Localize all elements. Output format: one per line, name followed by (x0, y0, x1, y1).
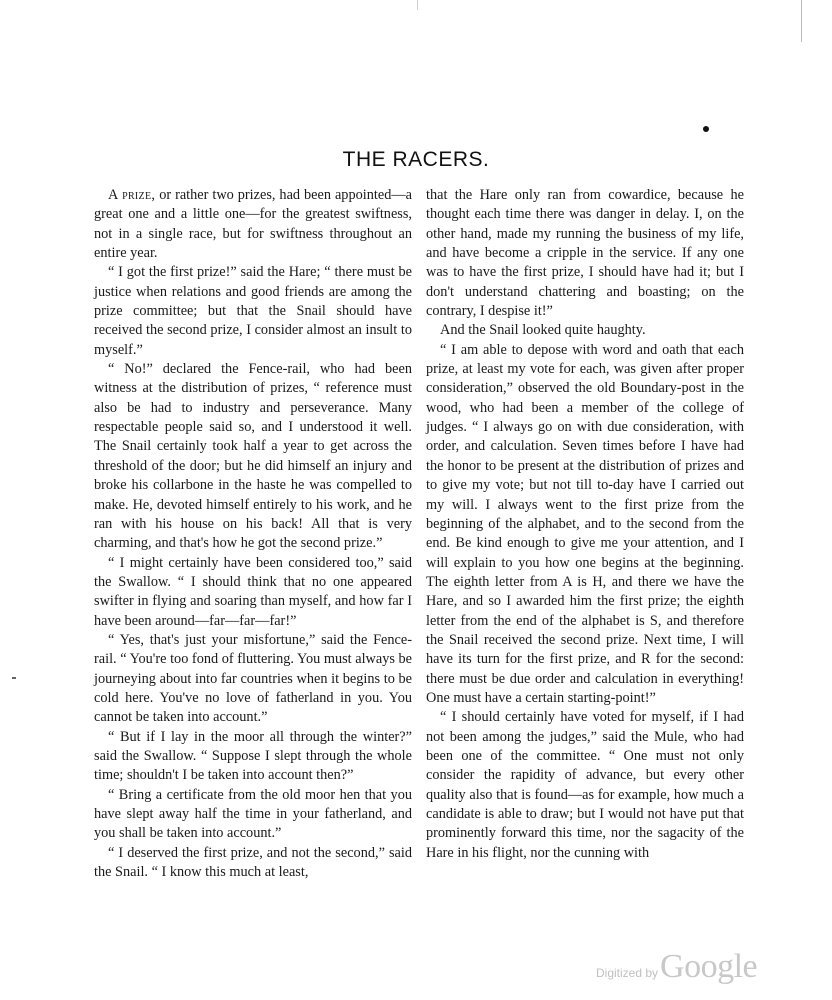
google-logo: Google (660, 948, 758, 985)
paragraph: A prize, or rather two prizes, had been appointed—a great one and a little one—for the greatest swiftness, not in a single race, but for swiftness throughout an entire year. (94, 187, 412, 262)
page-title: THE RACERS. (342, 148, 490, 171)
digitized-watermark (596, 948, 757, 992)
paragraph: “ Bring a certificate from the old moor hen that you have slept away half the time in your fatherland, and you shall be taken into account.” (94, 786, 412, 842)
paragraph-continued: that the Hare only ran from cowardice, because he thought each time there was danger in delay. I, on the other hand, made my running the business of my life, and have become a cripple in the service. If any one was to have the first prize, I should have had it; but I don't understand chattering and boasting; on the contrary, I despise it!” (426, 187, 744, 320)
right-column (426, 186, 744, 863)
paragraph: “ Yes, that's just your misfortune,” said the Fence-rail. “ You're too fond of fluttering. You must always be journeying about into far countries when it begins to be cold here. You've no love of fatherland in you. You cannot be taken into account.” (94, 631, 412, 726)
paragraph: And the Snail looked quite haughty. (440, 322, 646, 339)
scan-gutter-line (417, 0, 418, 10)
margin-mark (12, 677, 16, 679)
paragraph: “ I deserved the first prize, and not the second,” said the Snail. “ I know this much at least, (94, 844, 412, 881)
paragraph: “ I might certainly have been considered too,” said the Swallow. “ I should think that no one appeared swifter in flying and soaring than myself, and how far I have been around—far—far—far!” (94, 554, 412, 629)
scan-edge-line (801, 0, 802, 42)
left-column (94, 186, 412, 882)
paragraph-lead: A prize, (108, 187, 156, 203)
paragraph: “ I should certainly have voted for myself, if I had not been among the judges,” said the Mule, who had been one of the committee. “ One must not only consider the rapidity of advance, but every other quality also that is found—as for example, how much a candidate is able to draw; but I would not have put that prominently forward this time, nor the sagacity of the Hare in his flight, nor the cunning with (426, 709, 744, 861)
paragraph: “ I am able to depose with word and oath that each prize, at least my vote for each, was given after proper consideration,” observed the old Boundary-post in the wood, who had been a member of the college of judges. “ I always go on with due consideration, with order, and calculation. Seven times before I have had the honor to be present at the distribution of prizes and to give my vote; but not till to-day have I carried out my will. I always went to the first prize from the beginning of the alphabet, and to the second from the end. Be kind enough to give me your attention, and I will explain to you how one begins at the beginning. The eighth letter from A is H, and there we have the Hare, and so I awarded him the first prize; the eighth letter from the end of the alphabet is S, and therefore the Snail received the second prize. Next time, I will have its turn for the first prize, and R for the second: there must be due order and calculation in everything! One must have a certain starting-point!” (426, 341, 744, 706)
ink-dot (703, 126, 709, 132)
paragraph: “ I got the first prize!” said the Hare; “ there must be justice when relations and good friends are among the prize committee; but that the Snail should have received the second prize, I consider almost an insult to myself.” (94, 264, 412, 358)
paragraph: “ No!” declared the Fence-rail, who had been witness at the distribution of prizes, “ reference must also be had to industry and perseverance. Many respectable people said so, and I understood it well. The Snail certainly took half a year to get across the threshold of the door; but he did himself an injury and broke his collarbone in the haste he was compelled to make. He, devoted himself entirely to his work, and he ran with his house on his back! All that is very charming, and that's how he got the second prize.” (94, 361, 412, 552)
watermark-prefix: Digitized by (596, 966, 659, 980)
paragraph: “ But if I lay in the moor all through the winter?” said the Swallow. “ Suppose I slept through the whole time; shouldn't I be taken into account then?” (94, 728, 412, 784)
